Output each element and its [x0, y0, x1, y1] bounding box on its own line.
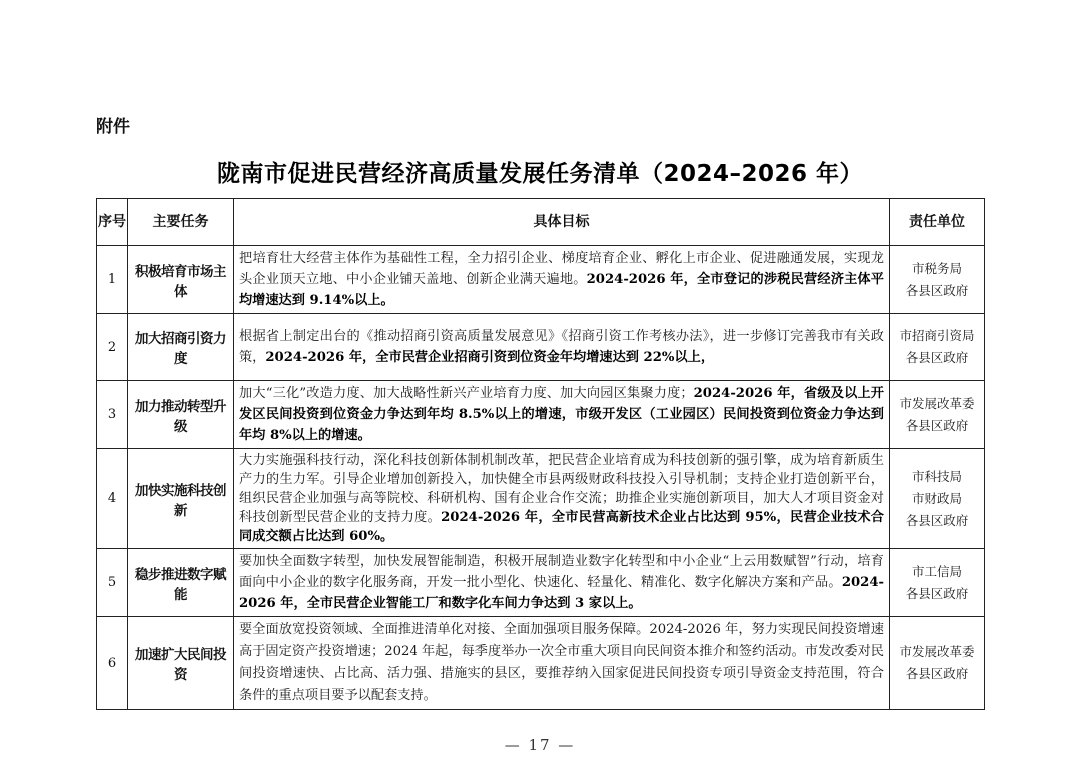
page-number: — 17 — [504, 736, 576, 754]
goal-text-normal: 加大“三化”改造力度、加大战略性新兴产业培育力度、加大向园区集聚力度； [239, 386, 694, 401]
responsible-unit: 各县区政府 [905, 666, 969, 681]
table-row [97, 314, 985, 381]
task-name: 加速扩大民间投资 [128, 617, 234, 710]
row-number: 1 [97, 246, 128, 314]
goal-text-normal: 根据省上制定出台的《推动招商引资高质量发展意见》《招商引资工作考核办法》，进一步修订完善我市有关政策， [239, 329, 884, 365]
responsible-unit: 各县区政府 [905, 350, 969, 365]
task-name: 稳步推进数字赋能 [128, 549, 234, 617]
responsible-unit: 各县区政府 [905, 585, 969, 601]
responsible-units [890, 617, 985, 710]
goal-text-normal: 把培育壮大经营主体作为基础性工程，全力招引企业、梯度培育企业、孵化上市企业、促进融通发展，实现龙头企业顶天立地、中小企业铺天盖地、创新企业满天遍地。 [239, 251, 884, 287]
responsible-units [890, 314, 985, 381]
row-number: 5 [97, 549, 128, 617]
task-table-body [97, 246, 985, 710]
goal-text-target: 2024-2026 年，省级及以上开发区民间投资到位资金力争达到年均 8.5%以上的增速，市级开发区（工业园区）民间投资到位资金力争达到年均 8%以上的增速。 [239, 386, 884, 443]
responsible-unit: 市发展改革委 [899, 395, 975, 411]
task-name: 加快实施科技创新 [128, 449, 234, 549]
responsible-unit: 市财政局 [911, 490, 962, 506]
responsible-unit: 各县区政府 [905, 417, 969, 433]
responsible-unit: 市发展改革委 [899, 644, 975, 659]
responsible-unit: 各县区政府 [905, 282, 969, 298]
responsible-units [890, 549, 985, 617]
goal-text [234, 246, 890, 314]
task-name: 加力推动转型升级 [128, 381, 234, 449]
responsible-unit: 各县区政府 [905, 512, 969, 528]
row-number: 6 [97, 617, 128, 710]
task-name: 加大招商引资力度 [128, 314, 234, 381]
goal-text-target: 2024-2026 年，全市民营企业招商引资到位资金年均增速达到 22%以上， [265, 350, 715, 365]
responsible-units [890, 246, 985, 314]
table-row [97, 617, 985, 710]
table-row [97, 449, 985, 549]
responsible-unit: 市税务局 [911, 260, 962, 276]
header-unit: 责任单位 [890, 199, 985, 246]
goal-text [234, 449, 890, 549]
goal-text-target: 2024-2026 年，全市民营企业智能工厂和数字化车间力争达到 3 家以上。 [239, 575, 884, 611]
table-row [97, 246, 985, 314]
responsible-unit: 市招商引资局 [899, 328, 975, 343]
goal-text-normal: 要加快全面数字转型，加快发展智能制造，积极开展制造业数字化转型和中小企业“上云用数赋智”行动，培育面向中小企业的数字化服务商，开发一批小型化、快速化、轻量化、精准化、数字化解决方案和产品。 [239, 554, 884, 590]
goal-text-normal: 大力实施强科技行动，深化科技创新体制机制改革，把民营企业培育成为科技创新的强引擎，成为培育新质生产力的生力军。引导企业增加创新投入，加快健全市县两级财政科技投入引导机制；支持企业打造创新平台，组织民营企业加强与高等院校、科研机构、国有企业合作交流；助推企业实施创新项目，加大人才项目资金对科技创新型民营企业的支持力度。 [239, 453, 884, 525]
attachment-label: 附件 [96, 117, 130, 137]
goal-text [234, 314, 890, 381]
goal-text [234, 381, 890, 449]
goal-text [234, 617, 890, 710]
header-task: 主要任务 [128, 199, 234, 246]
row-number: 4 [97, 449, 128, 549]
row-number: 3 [97, 381, 128, 449]
goal-text-normal: 要全面放宽投资领域、全面推进清单化对接、全面加强项目服务保障。2024-2026 年，努力实现民间投资增速高于固定资产投资增速；2024 年起，每季度举办一次全市重大项目向民间资本推介和签约活动。市发改委对民间投资增速快、占比高、活力强、措施实的县区，要推荐纳入国家促进民间投资专项引导资金支持范围，符合条件的重点项目要予以配套支持。 [239, 622, 884, 703]
task-table [96, 198, 985, 710]
document-page [96, 0, 984, 754]
header-goal: 具体目标 [234, 199, 890, 246]
table-row [97, 549, 985, 617]
goal-text [234, 549, 890, 617]
responsible-unit: 市工信局 [911, 563, 962, 579]
page-title: 陇南市促进民营经济高质量发展任务清单（2024–2026 年） [216, 161, 864, 187]
header-number: 序号 [97, 199, 128, 246]
responsible-units [890, 381, 985, 449]
table-header-row [97, 199, 985, 246]
row-number: 2 [97, 314, 128, 381]
table-row [97, 381, 985, 449]
goal-text-target: 2024-2026 年，全市民营高新技术企业占比达到 95%，民营企业技术合同成交额占比达到 60%。 [239, 510, 884, 544]
task-name: 积极培育市场主体 [128, 246, 234, 314]
responsible-unit: 市科技局 [911, 468, 962, 484]
goal-text-target: 2024-2026 年，全市登记的涉税民营经济主体平均增速达到 9.14%以上。 [239, 272, 884, 308]
responsible-units [890, 449, 985, 549]
